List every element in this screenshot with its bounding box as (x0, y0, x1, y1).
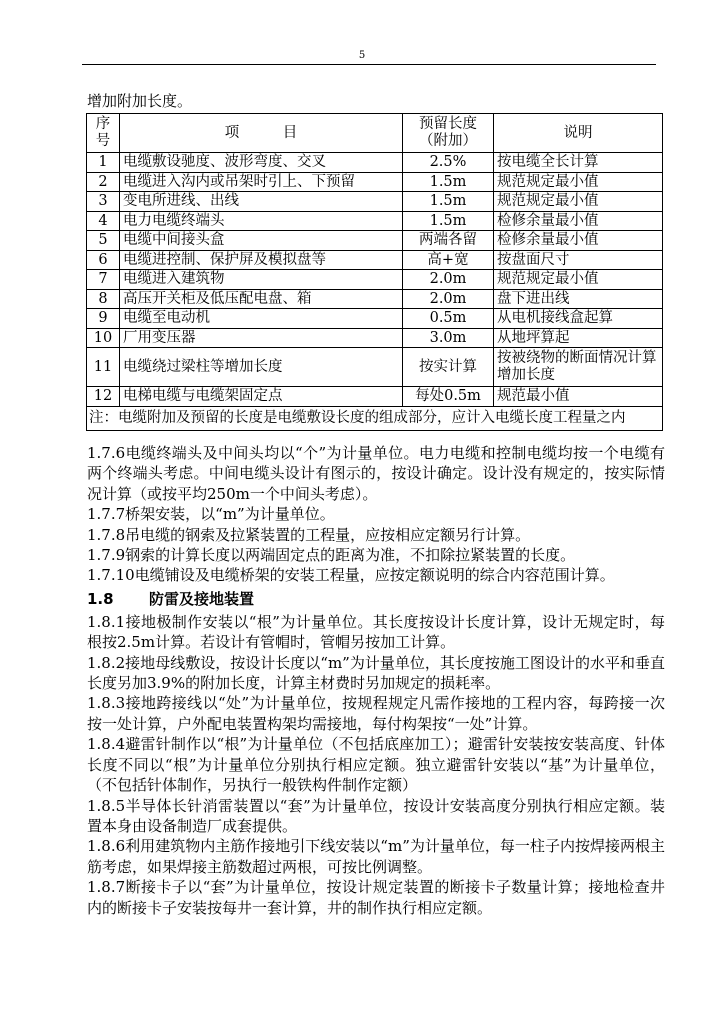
table-row (87, 328, 663, 348)
paragraph: 1.8.5半导体长针消雷装置以“套”为计量单位，按设计安装高度分别执行相应定额。装置本身由设备制造厂成套提供。 (87, 796, 665, 835)
row-item: 厂用变压器 (120, 328, 403, 348)
row-allowance: 两端各留 (403, 231, 494, 251)
row-index: 9 (87, 309, 120, 329)
row-allowance: 按实计算 (403, 348, 494, 387)
row-note: 检修余量最小值 (494, 231, 663, 251)
row-allowance: 3.0m (403, 328, 494, 348)
paragraph: 1.7.10电缆铺设及电缆桥架的安装工程量，应按定额说明的综合内容范围计算。 (87, 566, 615, 585)
row-note: 按盘面尺寸 (494, 250, 663, 270)
row-allowance: 2.0m (403, 289, 494, 309)
row-note: 按电缆全长计算 (494, 153, 663, 173)
row-note: 规范规定最小值 (494, 270, 663, 290)
header-index: 序 号 (87, 114, 120, 153)
row-item: 电力电缆终端头 (120, 211, 403, 231)
row-note: 检修余量最小值 (494, 211, 663, 231)
intro-text: 增加附加长度。 (87, 92, 193, 110)
paragraph-group-a (87, 443, 665, 586)
row-index: 2 (87, 172, 120, 192)
table-row (87, 231, 663, 251)
row-item: 电缆至电动机 (120, 309, 403, 329)
row-note: 规范最小值 (494, 387, 663, 407)
table-footnote (87, 406, 663, 430)
row-allowance: 2.0m (403, 270, 494, 290)
table-row (87, 348, 663, 387)
section-title: 防雷及接地装置 (149, 589, 255, 608)
row-index: 11 (87, 348, 120, 387)
table-row (87, 309, 663, 329)
paragraph: 1.7.9钢索的计算长度以两端固定点的距离为准，不扣除拉紧装置的长度。 (87, 546, 576, 565)
row-index: 8 (87, 289, 120, 309)
row-item: 电缆进入建筑物 (120, 270, 403, 290)
table-row (87, 250, 663, 270)
row-index: 5 (87, 231, 120, 251)
row-index: 1 (87, 153, 120, 173)
section-heading (87, 587, 665, 611)
paragraph: 1.8.2接地母线敷设，按设计长度以“m”为计量单位，其长度按施工图设计的水平和垂直长度另加3.9%的附加长度，计算主材费时另加规定的损耗率。 (87, 653, 665, 693)
row-item: 电缆中间接头盒 (120, 231, 403, 251)
row-note: 规范规定最小值 (494, 172, 663, 192)
paragraph: 1.8.1接地极制作安装以“根”为计量单位。其长度按设计长度计算，设计无规定时，每根按2.5m计算。若设计有管帽时，管帽另按加工计算。 (87, 612, 665, 652)
table-row (87, 270, 663, 290)
row-note: 从地坪算起 (494, 328, 663, 348)
table-row (87, 153, 663, 173)
table-row (87, 289, 663, 309)
paragraph: 1.7.7桥架安装，以“m”为计量单位。 (87, 505, 335, 524)
cable-allowance-table (86, 113, 663, 431)
row-item: 高压开关柜及低压配电盘、箱 (120, 289, 403, 309)
row-item: 变电所进线、出线 (120, 192, 403, 212)
row-allowance: 高+宽 (403, 250, 494, 270)
table-footnote-row (87, 406, 663, 430)
paragraph: 1.8.6利用建筑物内主筋作接地引下线安装以“m”为计量单位，每一柱子内按焊接两根主筋考虑，如果焊接主筋数超过两根，可按比例调整。 (87, 837, 665, 876)
header-rule (82, 64, 656, 65)
table-row (87, 387, 663, 407)
paragraph-group-b (87, 612, 665, 918)
table-footnote-text: 注：电缆附加及预留的长度是电缆敷设长度的组成部分，应计入电缆长度工程量之内 (89, 409, 626, 426)
body-text (87, 443, 665, 918)
row-allowance: 1.5m (403, 192, 494, 212)
row-allowance: 每处0.5m (403, 387, 494, 407)
page-number: 5 (358, 50, 366, 61)
row-allowance: 1.5m (403, 211, 494, 231)
table-header-row (87, 114, 663, 153)
table-row (87, 192, 663, 212)
table-row (87, 172, 663, 192)
paragraph: 1.7.6电缆终端头及中间头均以“个”为计量单位。电力电缆和控制电缆均按一个电缆有两个终端头考虑。中间电缆头设计有图示的，按设计确定。设计没有规定的，按实际情况计算（或按平均250m一个中间头考虑）。 (87, 444, 665, 503)
header-allowance: 预留长度 （附加） (403, 114, 494, 153)
row-item: 电缆敷设驰度、波形弯度、交叉 (120, 153, 403, 173)
row-note: 盘下进出线 (494, 289, 663, 309)
row-item: 电缆进控制、保护屏及模拟盘等 (120, 250, 403, 270)
row-index: 12 (87, 387, 120, 407)
header-note: 说明 (494, 114, 663, 153)
header-item: 项 目 (120, 114, 403, 153)
row-item: 电缆绕过梁柱等增加长度 (120, 348, 403, 387)
table-row (87, 211, 663, 231)
paragraph: 1.8.7断接卡子以“套”为计量单位，按设计规定装置的断接卡子数量计算；接地检查井内的断接卡子安装按每井一套计算，井的制作执行相应定额。 (87, 878, 665, 917)
row-allowance: 1.5m (403, 172, 494, 192)
section-number: 1.8 (87, 589, 114, 608)
row-note: 从电机接线盒起算 (494, 309, 663, 329)
row-index: 10 (87, 328, 120, 348)
row-item: 电梯电缆与电缆架固定点 (120, 387, 403, 407)
paragraph: 1.8.4避雷针制作以“根”为计量单位（不包括底座加工）；避雷针安装按安装高度、针体长度不同以“根”为计量单位分别执行相应定额。独立避雷针安装以“基”为计量单位，（不包括针体制作，另执行一般铁构件制作定额） (87, 735, 665, 795)
row-index: 4 (87, 211, 120, 231)
row-allowance: 2.5% (403, 153, 494, 173)
row-note: 按被绕物的断面情况计算增加长度 (494, 348, 663, 387)
paragraph: 1.8.3接地跨接线以“处”为计量单位，按规程规定凡需作接地的工程内容，每跨接一次按一处计算，户外配电装置构架均需接地，每付构架按“一处”计算。 (87, 694, 665, 733)
row-index: 3 (87, 192, 120, 212)
row-index: 6 (87, 250, 120, 270)
row-index: 7 (87, 270, 120, 290)
row-note: 规范规定最小值 (494, 192, 663, 212)
row-item: 电缆进入沟内或吊架时引上、下预留 (120, 172, 403, 192)
row-allowance: 0.5m (403, 309, 494, 329)
paragraph: 1.7.8吊电缆的钢索及拉紧装置的工程量，应按相应定额另行计算。 (87, 525, 531, 544)
